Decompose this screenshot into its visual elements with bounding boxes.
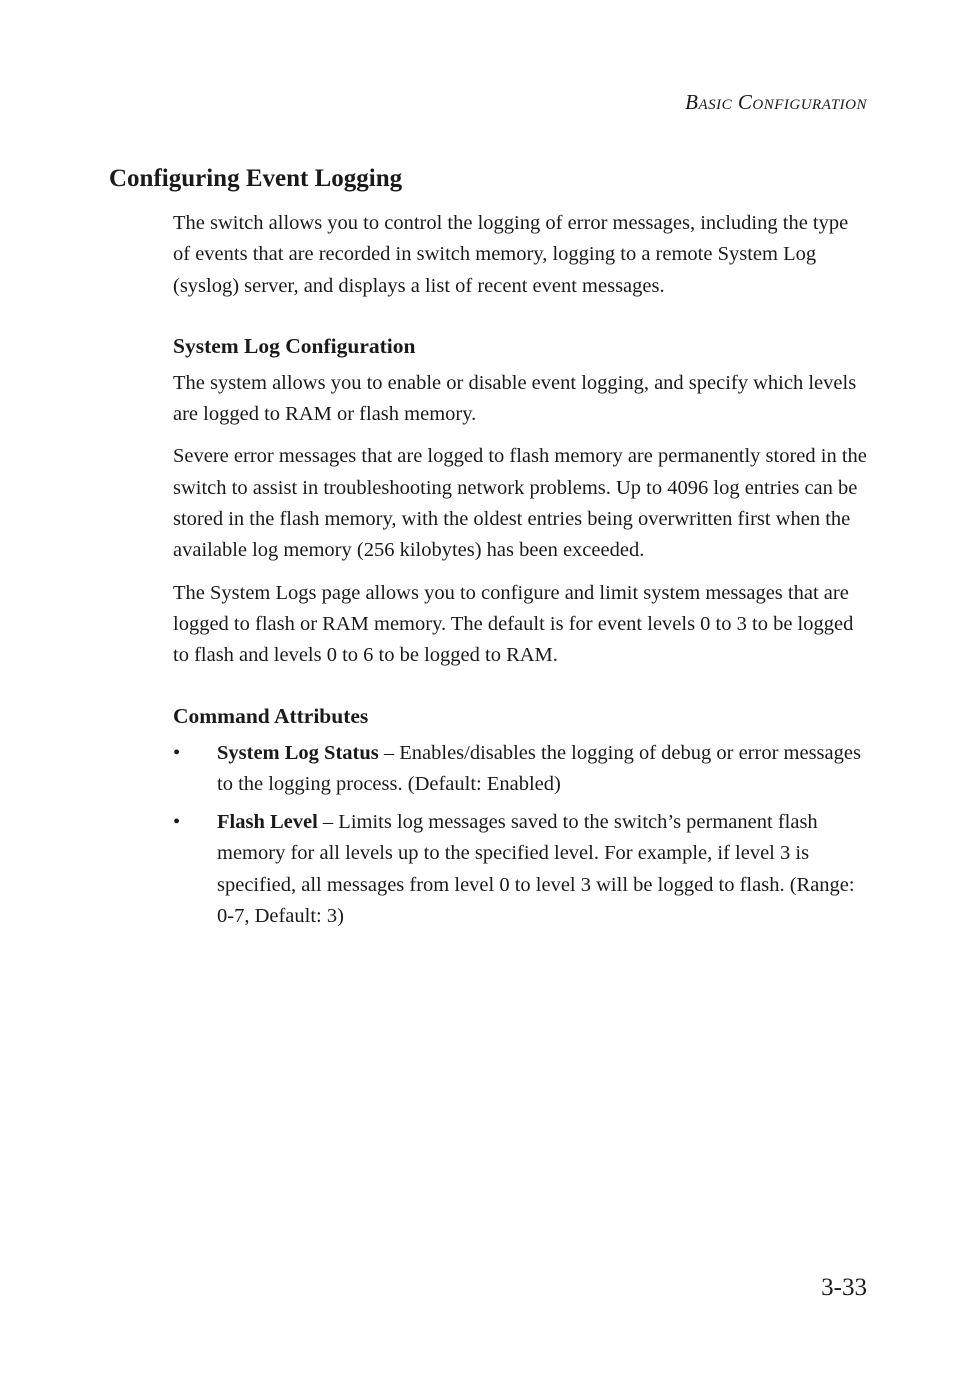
attribute-term: Flash Level: [217, 811, 318, 834]
list-item: [173, 807, 868, 932]
body-paragraph: The System Logs page allows you to configure and limit system messages that are logged to flash or RAM memory. The default is for event levels 0 to 3 to be logged to flash and levels 0 to 6 to be logged to RAM.: [173, 581, 854, 667]
body-paragraph: Severe error messages that are logged to flash memory are permanently stored in the switch to assist in troubleshooting network problems. Up to 4096 log entries can be stored in the flash memory, with the oldest entries being overwritten first when the available log memory (256 kilobytes) has been exceeded.: [173, 445, 867, 562]
attribute-description: – Limits log messages saved to the switch’s permanent flash memory for all levels up to the specified level. For example, if level 3 is specified, all messages from level 0 to level 3 will be logged to flash. (Range: 0-7, Default: 3): [217, 811, 855, 928]
bullet-icon: •: [173, 741, 181, 764]
command-attributes-title: Command Attributes: [173, 703, 369, 728]
attribute-description: – Enables/disables the logging of debug or error messages to the logging process. (Default: Enabled): [217, 741, 861, 795]
running-header: Basic Configuration: [685, 90, 867, 114]
subsection-title: System Log Configuration: [173, 333, 416, 358]
attribute-term: System Log Status: [217, 741, 379, 764]
bullet-icon: •: [173, 811, 181, 834]
list-item: [173, 738, 868, 801]
body-paragraph: The system allows you to enable or disable event logging, and specify which levels are logged to RAM or flash memory.: [173, 371, 857, 426]
attribute-list: [173, 738, 868, 933]
page-number: 3-33: [821, 1274, 867, 1301]
main-content: [173, 208, 868, 939]
section-title: Configuring Event Logging: [109, 165, 403, 192]
intro-paragraph: The switch allows you to control the logging of error messages, including the type of events that are recorded in switch memory, logging to a remote System Log (syslog) server, and displays a list of recent event messages.: [173, 212, 849, 297]
